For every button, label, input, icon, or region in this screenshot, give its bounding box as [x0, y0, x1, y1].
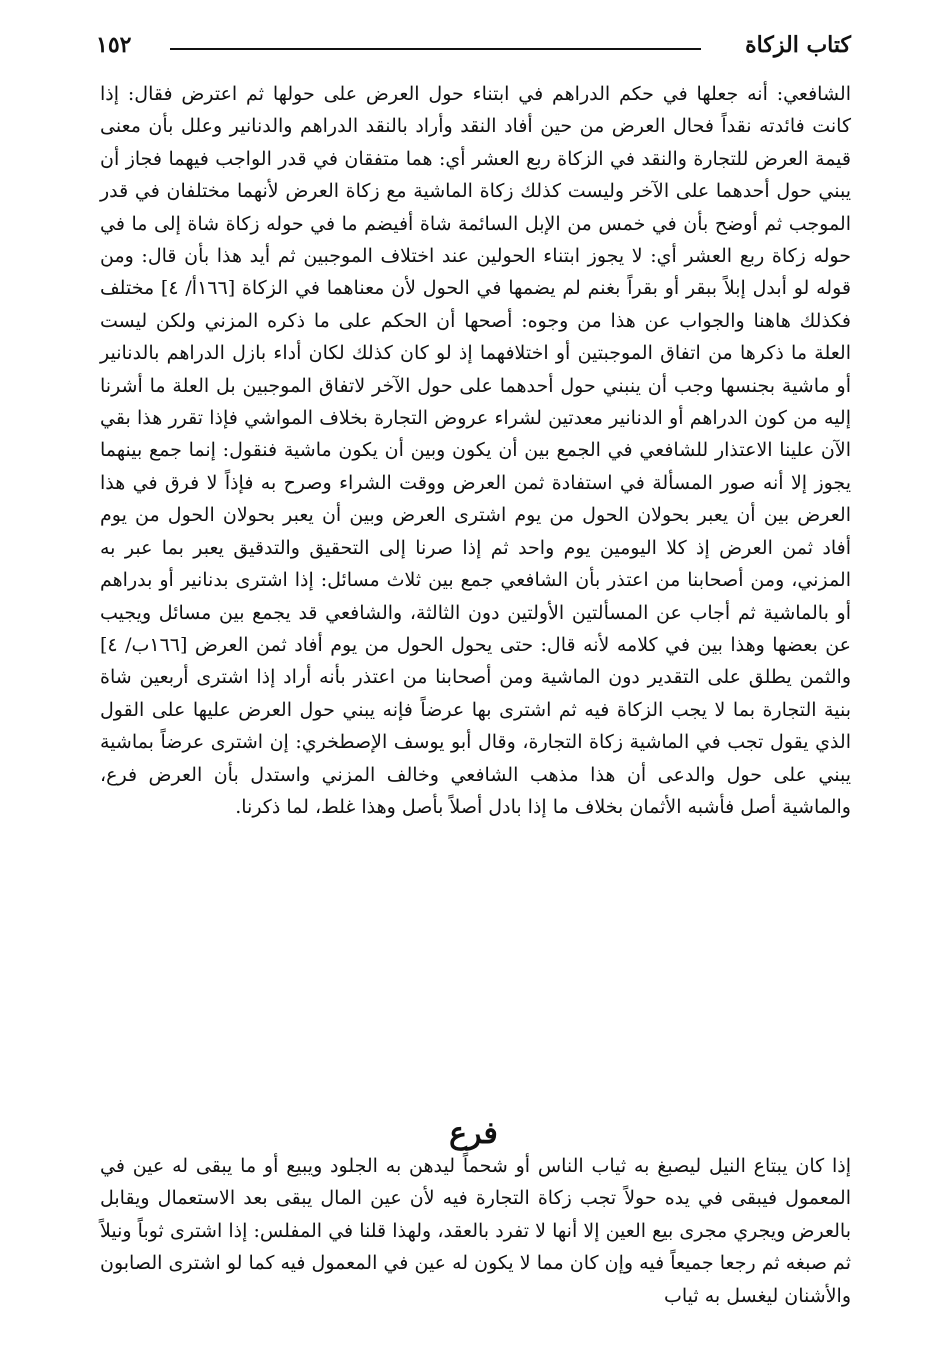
- main-paragraph: الشافعي: أنه جعلها في حكم الدراهم في ابتناء حول العرض على حولها ثم اعترض فقال: إذا كانت فائدته نقداً فحال العرض من حين أفاد النقد وأراد بالنقد الدراهم والدنانير وعلل بأن معنى قيمة العرض للتجارة والنقد في الزكاة ربع العشر أي: هما متفقان في قدر الواجب فيهما فجاز أن يبني حول أحدهما على الآخر وليست كذلك زكاة الماشية مع زكاة العرض لأنهما مختلفان في قدر الموجب ثم أوضح بأن في خمس من الإبل السائمة شاة أفيضم ما في حوله زكاة شاة إلى ما في حوله زكاة ربع العشر أي: لا يجوز ابتناء الحولين عند اختلاف الموجبين ثم أيد هذا بأن قال: ومن قوله لو أبدل إبلاً ببقر أو بقراً بغنم لم يضمها في الحول لأن معناهما في الزكاة [١٦٦أ/ ٤] مختلف فكذلك هاهنا والجواب عن هذا من وجوه: أصحها أن الحكم على ما ذكره المزني ولكن ليست العلة ما ذكرها من اتفاق الموجبتين أو اختلافهما إذ لو كان كذلك لكان أداء بازل الدراهم بالدنانير أو ماشية بجنسها وجب أن ينبني حول أحدهما على حول الآخر لاتفاق الموجبين بل العلة ما أشرنا إليه من كون الدراهم أو الدنانير معدتين لشراء عروض التجارة بخلاف المواشي فإذا تقرر هذا بقي الآن علينا الاعتذار للشافعي في الجمع بين أن يكون وبين أن يكون ماشية فنقول: إنما جمع بينهما يجوز إلا أنه صور المسألة في استفادة ثمن العرض ووقت الشراء وصرح به فإذاً لا فرق في هذا العرض بين أن يعبر بحولان الحول من يوم اشترى العرض وبين أن يعبر بحولان الحول من يوم أفاد ثمن العرض إذ كلا اليومين يوم واحد ثم إذا صرنا إلى التحقيق والتدقيق يعبر بما عبر به المزني، ومن أصحابنا من اعتذر بأن الشافعي جمع بين ثلاث مسائل: إذا اشترى بدنانير أو بدراهم أو بالماشية ثم أجاب عن المسألتين الأولتين دون الثالثة، والشافعي قد يجمع بين مسائل ويجيب عن بعضها وهذا بين في كلامه لأنه قال: حتى يحول الحول من يوم أفاد ثمن العرض [١٦٦ب/ ٤] والثمن يطلق على التقدير دون الماشية ومن أصحابنا من اعتذر بأنه أراد إذا اشترى أربعين شاة بنية التجارة بما لا يجب الزكاة فيه ثم اشترى بها عرضاً فإنه يبني حول العرض عليها على القول الذي يقول تجب في الماشية زكاة التجارة، وقال أبو يوسف الإصطخري: إن اشترى عرضاً بماشية يبني على حول والدعى أن هذا مذهب الشافعي وخالف المزني واستدل بأن العرض فرع، والماشية أصل فأشبه الأثمان بخلاف ما إذا بادل أصلاً بأصل وهذا غلط، لما ذكرنا.: [100, 83, 851, 818]
- section-paragraph: إذا كان يبتاع النيل ليصبغ به ثياب الناس أو شحماً ليدهن به الجلود ويبيع أو ما يبقى له عين في المعمول فيبقى في يده حولاً تجب زكاة التجارة فيه لأن عين المال يبقى بعد الاستعمال ويقابل بالعرض ويجري مجرى بيع العين إلا أنها لا تفرد بالعقد، ولهذا قلنا في المفلس: إذا اشترى ثوباً ونيلاً ثم صبغه ثم رجعا جميعاً فيه وإن كان مما لا يكون له عين في المعمول فيه كما لو اشترى الصابون والأشنان ليغسل به ثياب: [100, 1155, 851, 1307]
- section-text: [100, 1150, 851, 1312]
- section-heading: فرع: [449, 1116, 498, 1151]
- main-text: [100, 78, 851, 823]
- running-title: كتاب الزكاة: [745, 32, 851, 58]
- page-header: [96, 22, 851, 70]
- page-number: ١٥٢: [96, 32, 132, 58]
- header-rule: [170, 48, 701, 50]
